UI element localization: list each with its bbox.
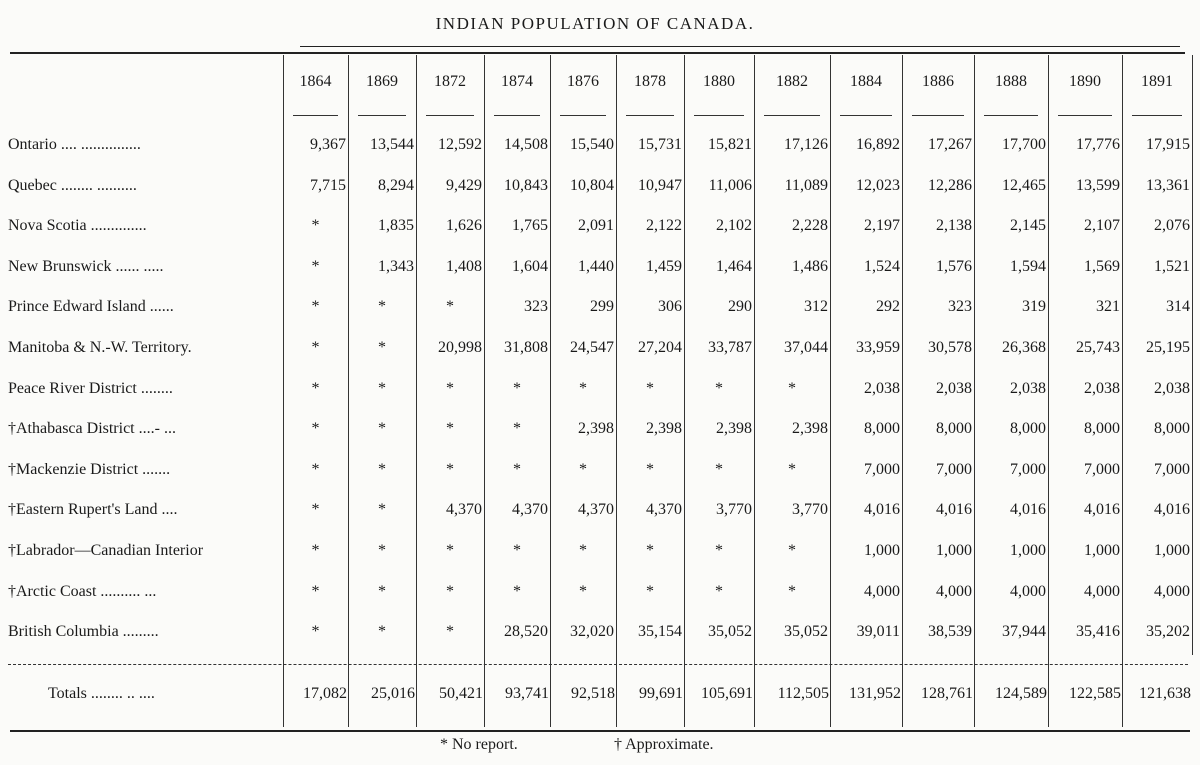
table-cell: 292 [876, 298, 900, 316]
table-cell: 1,594 [1010, 257, 1046, 275]
table-cell: * [378, 623, 386, 641]
totals-cell: 92,518 [571, 685, 615, 702]
table-cell: 7,000 [1154, 460, 1190, 478]
table-cell: 1,000 [936, 542, 972, 559]
table-cell: * [311, 542, 320, 559]
table-cell: * [378, 298, 386, 316]
table-cell: 15,821 [708, 136, 752, 153]
table-cell: 9,367 [310, 136, 346, 153]
table-cell: 4,370 [578, 501, 614, 519]
totals-cell: 122,585 [1069, 685, 1121, 702]
table-cell: 4,370 [446, 501, 482, 519]
table-cell: * [646, 379, 654, 397]
table-cell: * [513, 420, 521, 438]
table-cell: 1,440 [578, 257, 614, 275]
table-cell: 33,959 [856, 339, 900, 356]
table-cell: 1,626 [446, 217, 482, 235]
table-cell: 8,000 [1010, 420, 1046, 438]
table-cell: * [446, 298, 454, 316]
table-cell: 35,416 [1076, 623, 1120, 641]
footnote-no-report: * No report. [440, 736, 518, 753]
table-cell: 17,126 [784, 136, 828, 153]
table-cell: * [378, 339, 386, 356]
totals-cell: 50,421 [439, 685, 483, 702]
table-cell: 8,000 [936, 420, 972, 438]
table-cell: * [446, 582, 454, 600]
table-cell: 2,398 [646, 420, 682, 438]
table-cell: 3,770 [716, 501, 752, 519]
row-label: British Columbia ......... [8, 623, 159, 641]
table-cell: 4,016 [1154, 501, 1190, 519]
table-cell: 4,000 [864, 582, 900, 600]
table-cell: * [715, 582, 723, 600]
table-cell: 299 [590, 298, 614, 316]
table-cell: * [311, 339, 320, 356]
table-cell: 7,000 [1010, 460, 1046, 478]
table-cell: 1,459 [646, 257, 682, 275]
header-underline [840, 115, 892, 116]
table-cell: 15,540 [570, 136, 614, 153]
header-underline [1132, 115, 1182, 116]
table-cell: 12,286 [928, 176, 972, 194]
table-cell: * [311, 582, 320, 600]
table-cell: 28,520 [504, 623, 548, 641]
totals-cell: 131,952 [849, 685, 901, 702]
row-label: Quebec ........ .......... [8, 176, 137, 194]
table-cell: 2,038 [1010, 379, 1046, 397]
table-cell: 2,398 [716, 420, 752, 438]
header-rule [10, 52, 1185, 54]
table-cell: 1,486 [792, 257, 828, 275]
table-cell: 15,731 [638, 136, 682, 153]
table-cell: 35,052 [784, 623, 828, 641]
table-cell: 4,016 [864, 501, 900, 519]
table-cell: * [311, 420, 320, 438]
table-cell: 306 [658, 298, 682, 316]
table-cell: 17,915 [1146, 136, 1190, 153]
row-label: Peace River District ........ [8, 379, 173, 397]
table-cell: 4,000 [1010, 582, 1046, 600]
totals-cell: 124,589 [995, 685, 1047, 702]
table-cell: * [378, 379, 386, 397]
totals-cell: 121,638 [1139, 685, 1191, 702]
table-cell: 37,944 [1002, 623, 1046, 641]
totals-cell: 17,082 [303, 685, 347, 702]
table-cell: 17,776 [1076, 136, 1120, 153]
table-cell: 2,102 [716, 217, 752, 235]
table-cell: * [446, 420, 454, 438]
table-cell: * [446, 460, 454, 478]
table-cell: 319 [1022, 298, 1046, 316]
table-cell: 4,370 [512, 501, 548, 519]
table-cell: 32,020 [570, 623, 614, 641]
table-cell: 323 [948, 298, 972, 316]
table-cell: 8,000 [1084, 420, 1120, 438]
year-header: 1884 [850, 73, 882, 90]
table-cell: 16,892 [856, 136, 900, 153]
table-cell: 1,464 [716, 257, 752, 275]
population-table [0, 55, 1200, 735]
table-cell: 12,592 [438, 136, 482, 153]
table-cell: 2,145 [1010, 217, 1046, 235]
table-cell: 4,016 [936, 501, 972, 519]
year-header: 1864 [299, 73, 332, 90]
table-cell: 26,368 [1002, 339, 1046, 356]
table-cell: 31,808 [504, 339, 548, 356]
table-cell: 13,544 [370, 136, 414, 153]
table-cell: 1,521 [1154, 257, 1190, 275]
table-cell: 2,076 [1154, 217, 1190, 235]
footnote-approximate: † Approximate. [614, 736, 714, 753]
table-cell: 1,000 [864, 542, 900, 559]
table-cell: 3,770 [792, 501, 828, 519]
year-header: 1880 [703, 73, 735, 90]
table-cell: 24,547 [570, 339, 614, 356]
table-cell: 1,343 [378, 257, 414, 275]
table-cell: 25,195 [1146, 339, 1190, 356]
table-cell: 7,000 [936, 460, 972, 478]
table-cell: * [715, 460, 723, 478]
table-cell: 4,016 [1010, 501, 1046, 519]
row-label: †Mackenzie District ....... [8, 460, 171, 478]
year-header: 1878 [634, 73, 666, 90]
table-cell: 1,000 [1010, 542, 1046, 559]
table-cell: 27,204 [638, 339, 682, 356]
row-label: New Brunswick ...... ..... [8, 257, 164, 275]
row-label: †Labrador—Canadian Interior [8, 542, 204, 559]
header-underline [1058, 115, 1112, 116]
table-cell: 4,016 [1084, 501, 1120, 519]
table-cell: 1,524 [864, 257, 900, 275]
table-cell: 1,408 [446, 257, 482, 275]
table-cell: 20,998 [438, 339, 482, 356]
row-label: †Athabasca District ....- ... [8, 420, 176, 438]
header-underline [694, 115, 744, 116]
table-cell: 290 [728, 298, 752, 316]
row-label: Prince Edward Island ...... [8, 298, 174, 316]
bottom-rule [10, 730, 1190, 732]
header-underline [912, 115, 964, 116]
header-underline [984, 115, 1038, 116]
table-cell: 1,604 [512, 257, 548, 275]
table-cell: * [311, 379, 320, 397]
row-label: †Arctic Coast .......... ... [8, 582, 157, 600]
table-cell: * [579, 379, 587, 397]
table-cell: 321 [1096, 298, 1120, 316]
year-header: 1874 [501, 73, 533, 90]
row-label: Manitoba & N.-W. Territory. [8, 339, 192, 356]
table-cell: 14,508 [504, 136, 548, 153]
table-cell: * [378, 420, 386, 438]
header-underline [764, 115, 820, 116]
table-cell: * [579, 460, 587, 478]
table-cell: 2,038 [1154, 379, 1190, 397]
table-cell: 17,700 [1002, 136, 1046, 153]
table-cell: 2,038 [936, 379, 972, 397]
table-cell: 10,947 [638, 176, 682, 194]
table-cell: 38,539 [928, 623, 972, 641]
header-underline [560, 115, 606, 116]
table-cell: * [715, 379, 723, 397]
table-cell: * [378, 501, 386, 519]
year-header: 1869 [366, 73, 398, 90]
totals-cell: 128,761 [921, 685, 973, 702]
header-underline [293, 115, 338, 116]
table-cell: 2,091 [578, 217, 614, 235]
table-cell: * [513, 379, 521, 397]
header-underline [358, 115, 406, 116]
table-cell: * [788, 542, 796, 559]
table-cell: 2,107 [1084, 217, 1120, 235]
totals-cell: 93,741 [505, 685, 549, 702]
table-cell: * [715, 542, 723, 559]
table-cell: * [378, 460, 386, 478]
table-cell: 35,052 [708, 623, 752, 641]
table-cell: * [579, 542, 587, 559]
table-cell: * [446, 542, 454, 559]
table-cell: 1,000 [1084, 542, 1120, 559]
table-cell: 13,361 [1146, 176, 1190, 194]
header-underline [494, 115, 540, 116]
table-cell: * [446, 379, 454, 397]
table-cell: * [513, 460, 521, 478]
table-cell: 8,000 [864, 420, 900, 438]
header-underline [426, 115, 474, 116]
year-header: 1890 [1069, 73, 1101, 90]
table-cell: * [788, 379, 796, 397]
table-cell: 35,202 [1146, 623, 1190, 641]
table-cell: 12,023 [856, 176, 900, 194]
year-header: 1886 [922, 73, 954, 90]
table-cell: * [311, 623, 320, 641]
table-cell: 1,765 [512, 217, 548, 235]
table-cell: 2,038 [1084, 379, 1120, 397]
table-cell: * [646, 460, 654, 478]
table-cell: 4,000 [1154, 582, 1190, 600]
table-cell: 1,000 [1154, 542, 1190, 559]
table-cell: 11,006 [708, 176, 752, 194]
table-cell: 314 [1166, 298, 1190, 316]
table-title: INDIAN POPULATION OF CANADA. [435, 14, 755, 33]
table-cell: * [788, 460, 796, 478]
year-header: 1888 [995, 73, 1027, 90]
table-cell: 2,197 [864, 217, 900, 235]
table-cell: 7,000 [864, 460, 900, 478]
table-cell: 323 [524, 298, 548, 316]
header-underline [626, 115, 674, 116]
table-cell: * [513, 542, 521, 559]
table-cell: 9,429 [446, 176, 482, 194]
table-cell: 25,743 [1076, 339, 1120, 356]
table-cell: 1,576 [936, 257, 972, 275]
table-cell: 30,578 [928, 339, 972, 356]
row-label: Ontario .... ............... [8, 136, 141, 153]
table-cell: 10,804 [570, 176, 614, 194]
table-cell: 8,000 [1154, 420, 1190, 438]
table-cell: 4,370 [646, 501, 682, 519]
table-cell: 312 [804, 298, 828, 316]
table-cell: 13,599 [1076, 176, 1120, 194]
table-cell: 10,843 [504, 176, 548, 194]
table-cell: 2,228 [792, 217, 828, 235]
year-header: 1872 [434, 73, 466, 90]
table-cell: 33,787 [708, 339, 752, 356]
table-cell: 4,000 [1084, 582, 1120, 600]
table-cell: * [311, 298, 320, 316]
table-cell: 7,715 [310, 176, 346, 194]
table-cell: 35,154 [638, 623, 682, 641]
column-divider [1192, 55, 1193, 655]
table-cell: * [378, 542, 386, 559]
row-label: Nova Scotia .............. [8, 217, 147, 235]
totals-rule [8, 664, 1188, 665]
table-cell: 7,000 [1084, 460, 1120, 478]
table-cell: 17,267 [928, 136, 972, 153]
table-cell: 37,044 [784, 339, 828, 356]
table-cell: * [311, 501, 320, 519]
table-cell: 2,398 [578, 420, 614, 438]
title-rule [300, 46, 1180, 47]
totals-label: Totals ........ .. .... [48, 685, 155, 702]
table-cell: * [378, 582, 386, 600]
totals-cell: 105,691 [701, 685, 753, 702]
table-cell: 2,122 [646, 217, 682, 235]
table-cell: * [311, 217, 320, 235]
row-label: †Eastern Rupert's Land .... [8, 501, 178, 519]
table-cell: * [788, 582, 796, 600]
table-cell: * [646, 582, 654, 600]
table-cell: 4,000 [936, 582, 972, 600]
table-cell: 2,398 [792, 420, 828, 438]
table-cell: * [513, 582, 521, 600]
totals-cell: 112,505 [777, 685, 829, 702]
table-cell: 39,011 [856, 623, 900, 641]
year-header: 1882 [776, 73, 808, 90]
table-cell: * [446, 623, 454, 641]
table-cell: 1,569 [1084, 257, 1120, 275]
table-cell: * [646, 542, 654, 559]
table-cell: 2,038 [864, 379, 900, 397]
table-cell: * [311, 257, 320, 275]
totals-cell: 99,691 [639, 685, 683, 702]
table-cell: 8,294 [378, 176, 414, 194]
year-header: 1876 [567, 73, 599, 90]
year-header: 1891 [1141, 73, 1173, 90]
table-cell: 1,835 [378, 217, 414, 235]
table-cell: * [311, 460, 320, 478]
table-cell: * [579, 582, 587, 600]
table-cell: 2,138 [936, 217, 972, 235]
totals-cell: 25,016 [371, 685, 415, 702]
table-cell: 11,089 [784, 176, 828, 194]
table-cell: 12,465 [1002, 176, 1046, 194]
